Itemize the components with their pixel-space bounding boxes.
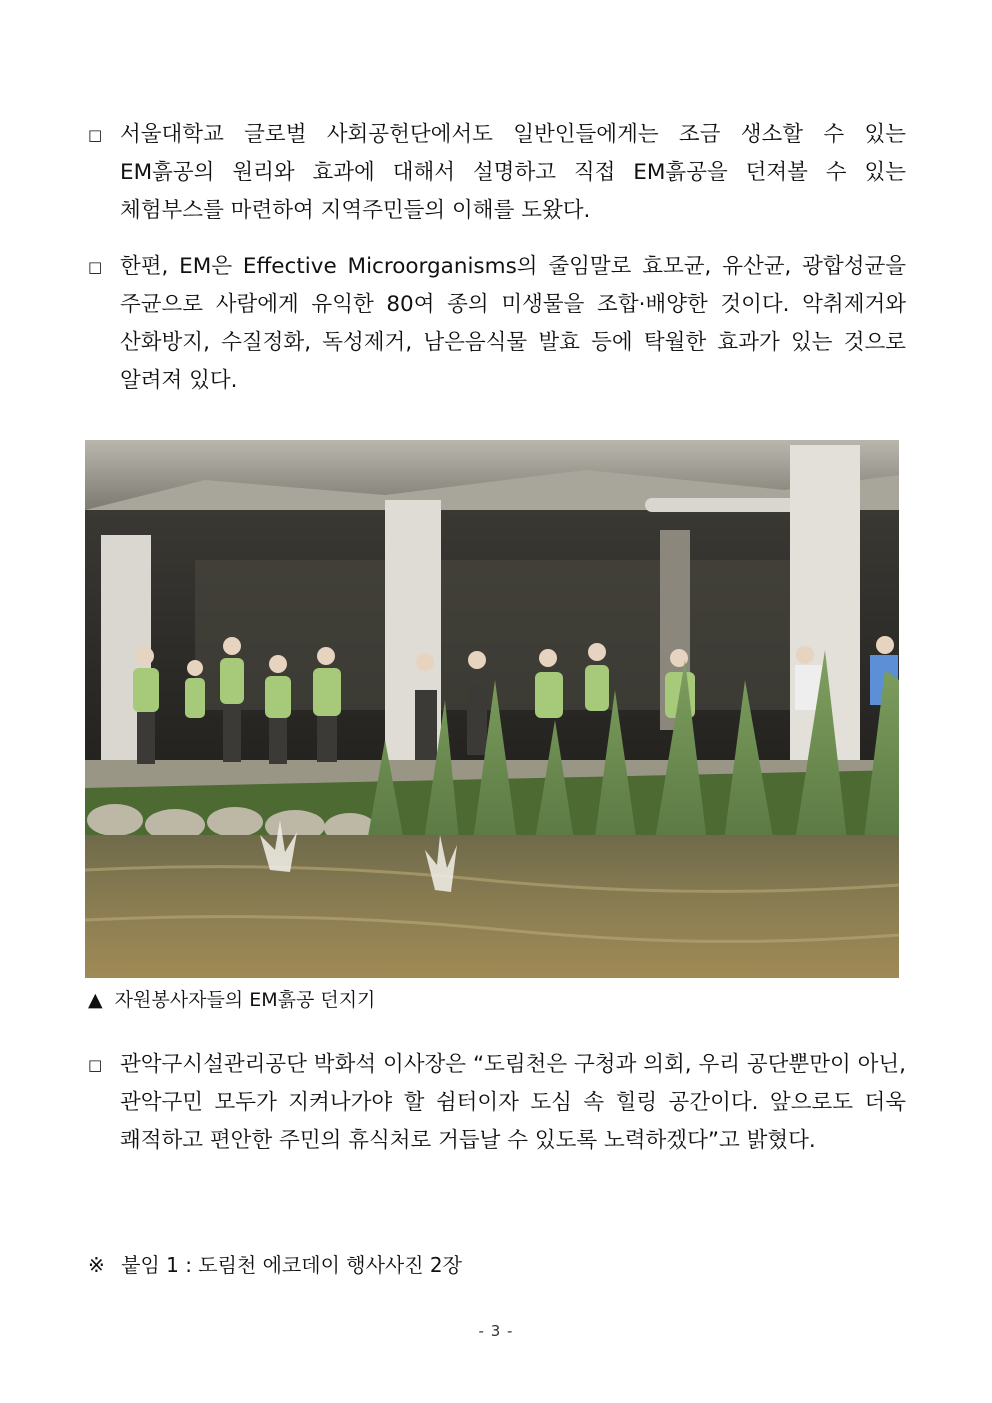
square-bullet-icon: □ [88, 1056, 103, 1074]
volunteers-throwing-em-balls-image [85, 440, 899, 978]
triangle-up-icon: ▲ [88, 989, 103, 1011]
paragraph-em-booth [88, 116, 906, 230]
event-photo [85, 440, 899, 978]
paragraph-em-definition [88, 248, 906, 400]
reference-mark-icon: ※ [88, 1253, 105, 1277]
attachment-note [88, 1248, 462, 1282]
paragraph-text: 관악구시설관리공단 박화석 이사장은 “도림천은 구청과 의회, 우리 공단뿐만이 아닌, 관악구민 모두가 지켜나가야 할 쉼터이자 도심 속 힐링 공간이다. 앞으로도 더욱 쾌적하고 편안한 주민의 휴식처로 거듭날 수 있도록 노력하겠다”고 밝혔다. [120, 1052, 906, 1153]
square-bullet-icon: □ [88, 126, 103, 144]
paragraph-text: 서울대학교 글로벌 사회공헌단에서도 일반인들에게는 조금 생소할 수 있는 EM흙공의 원리와 효과에 대해서 설명하고 직접 EM흙공을 던져볼 수 있는 체험부스를 마련하여 지역주민들의 이해를 도왔다. [120, 122, 906, 223]
attachment-text: 붙임 1 : 도림천 에코데이 행사사진 2장 [121, 1253, 462, 1277]
square-bullet-icon: □ [88, 258, 103, 276]
caption-text: 자원봉사자들의 EM흙공 던지기 [114, 989, 376, 1011]
photo-caption [88, 985, 375, 1015]
paragraph-text: 한편, EM은 Effective Microorganisms의 줄임말로 효모균, 유산균, 광합성균을 주균으로 사람에게 유익한 80여 종의 미생물을 조합·배양한 것이다. 악취제거와 산화방지, 수질정화, 독성제거, 남은음식물 발효 등에 탁월한 효과가 있는 것으로 알려져 있다. [120, 254, 906, 393]
paragraph-chairman-quote [88, 1046, 906, 1160]
page-number: - 3 - [478, 1322, 514, 1340]
